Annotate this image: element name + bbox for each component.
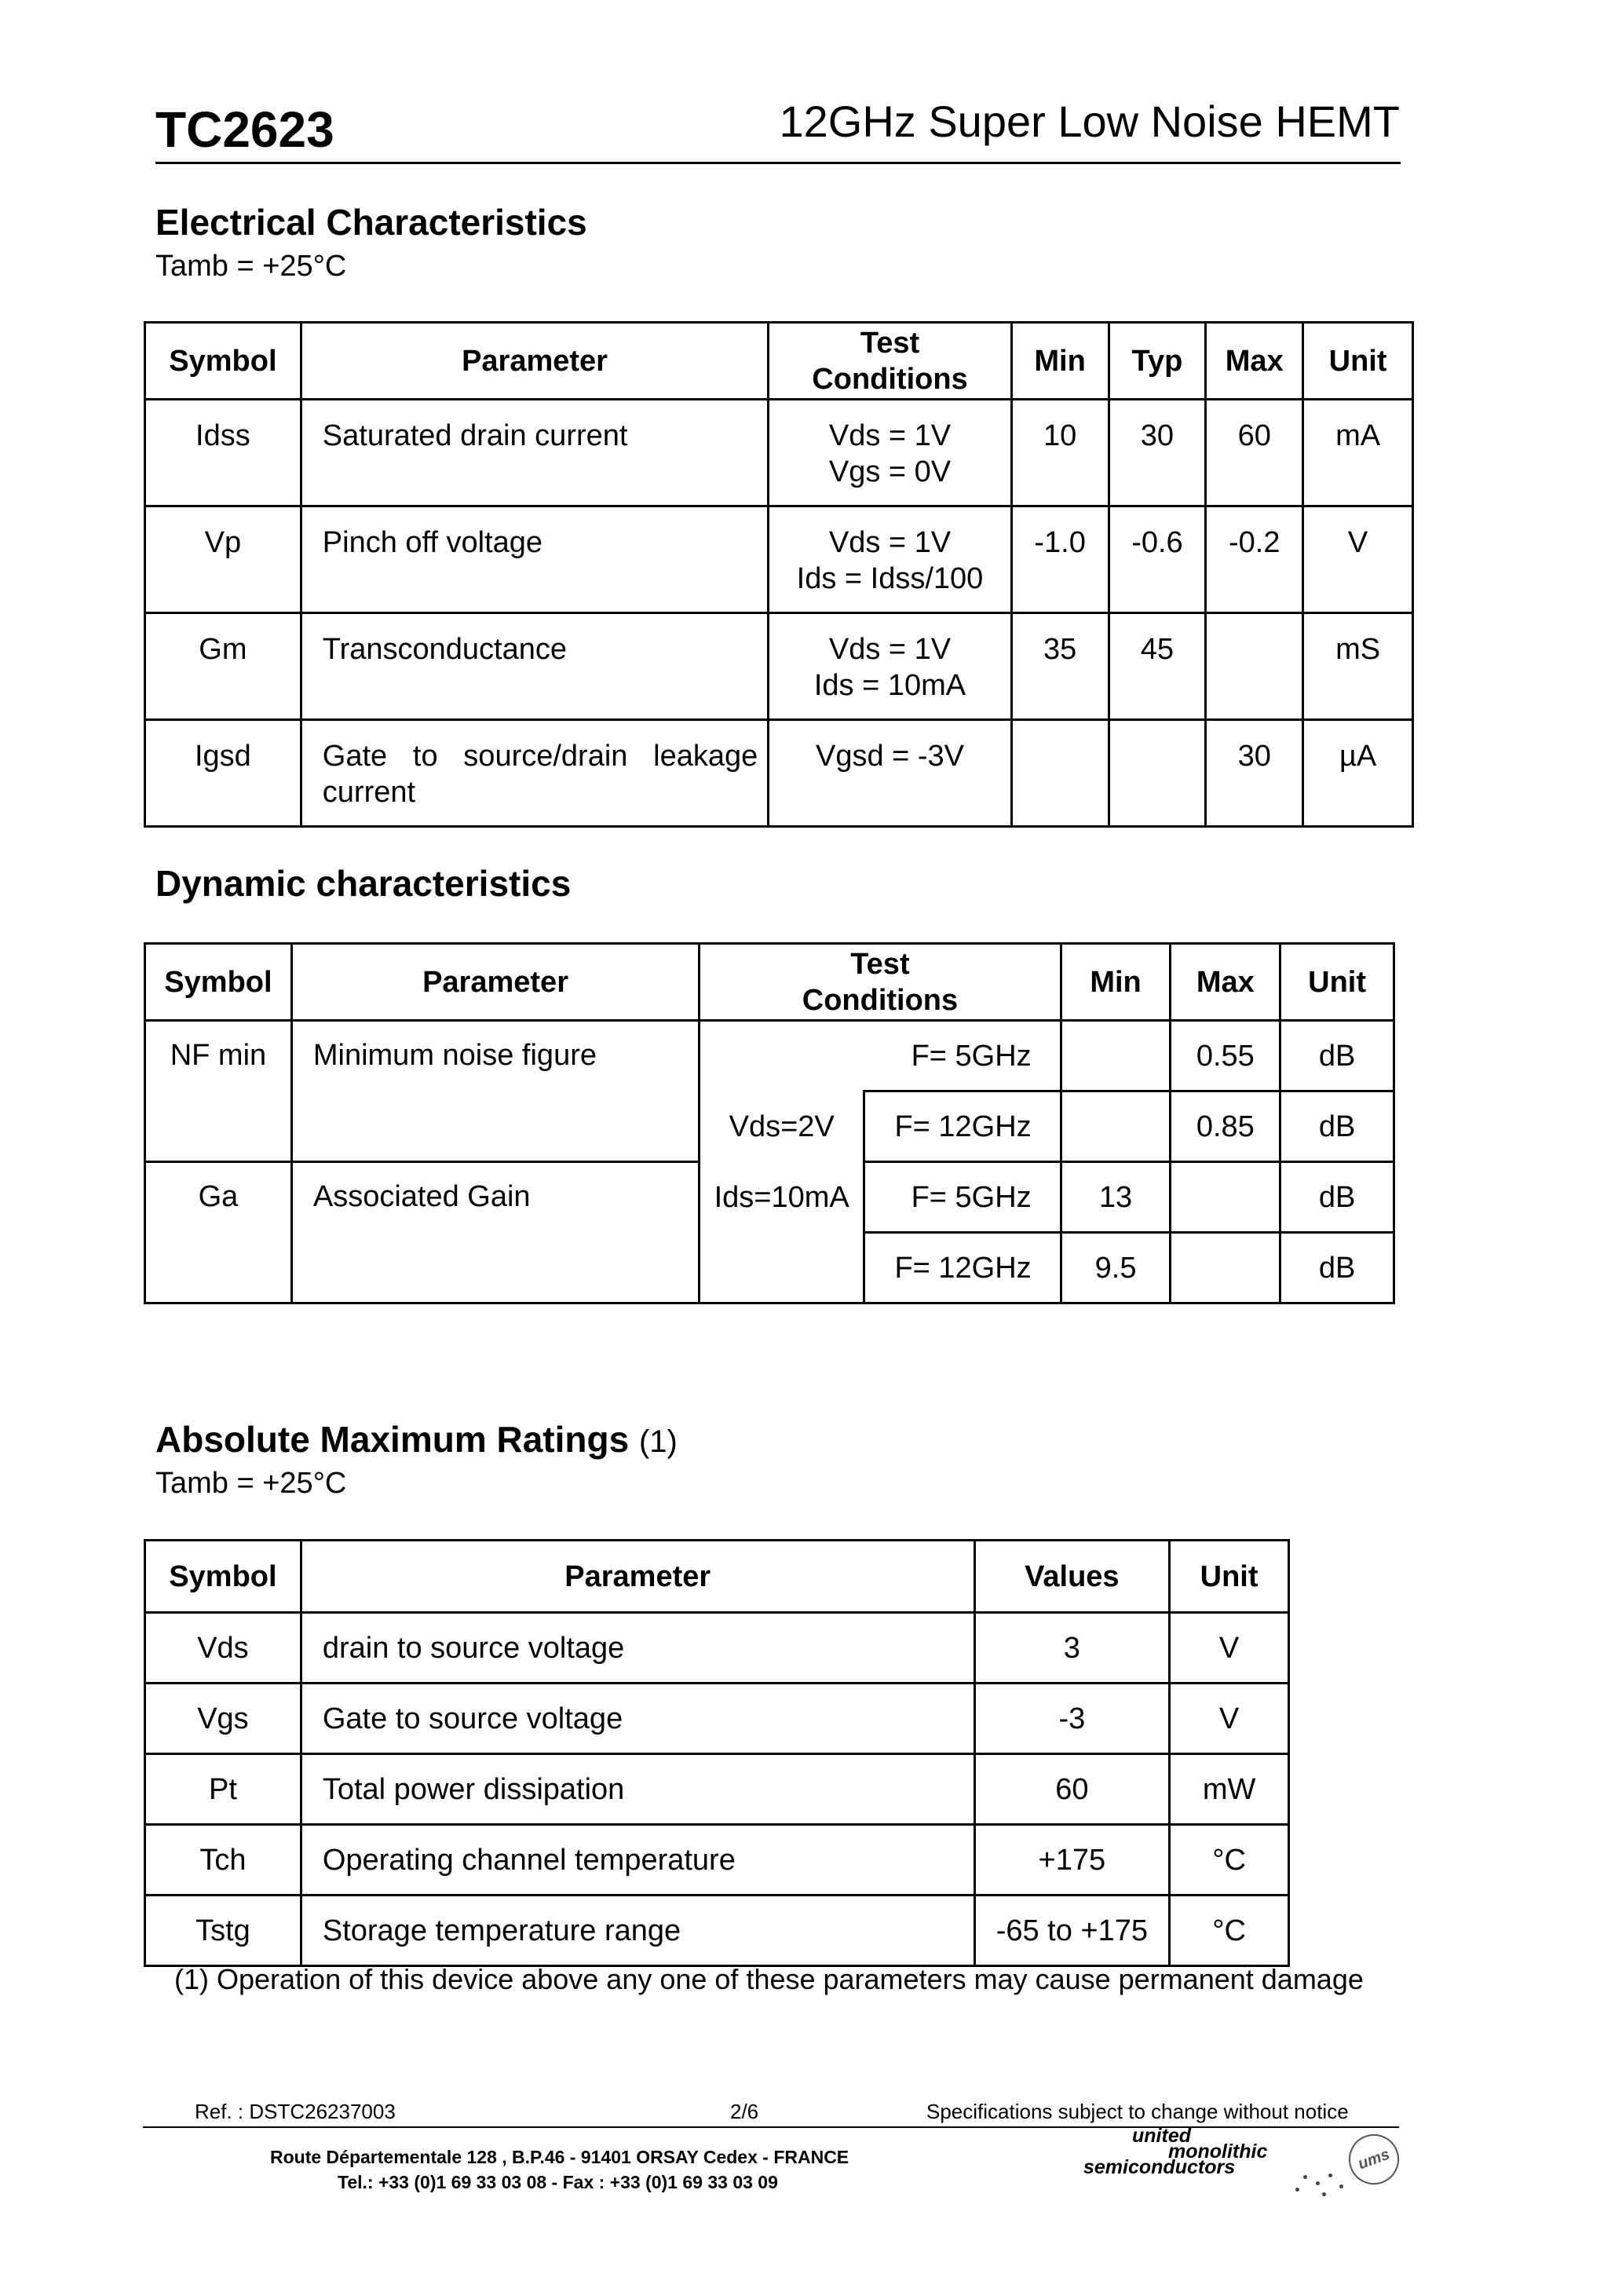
logo-line-semiconductors: semiconductors	[1083, 2156, 1236, 2178]
cell-unit: V	[1303, 506, 1413, 613]
footer-phone: Tel.: +33 (0)1 69 33 03 08 - Fax : +33 (0)1 69 33 03 09	[338, 2172, 778, 2192]
cell-unit: mA	[1303, 400, 1413, 506]
logo-dot	[1322, 2192, 1326, 2196]
cell-unit: °C	[1170, 1825, 1289, 1896]
document-title: TC2623	[155, 101, 334, 158]
cell-symbol: Pt	[145, 1754, 301, 1825]
cell-frequency: F= 5GHz	[864, 1021, 1061, 1091]
cell-parameter: Operating channel temperature	[301, 1825, 974, 1896]
cell-unit: dB	[1280, 1021, 1394, 1091]
cell-unit: dB	[1280, 1233, 1394, 1303]
header-symbol: Symbol	[145, 323, 301, 400]
cell-max	[1171, 1162, 1280, 1233]
cell-conditions: Vds = 1V Vgs = 0V	[769, 400, 1011, 506]
company-logo	[1076, 2126, 1405, 2213]
cell-conditions: Vds = 1V Ids = Idss/100	[769, 506, 1011, 613]
cell-parameter: Gate to source voltage	[301, 1684, 974, 1754]
electrical-condition: Tamb = +25°C	[155, 250, 347, 283]
cell-frequency: F= 12GHz	[864, 1091, 1061, 1162]
cell-unit: dB	[1280, 1091, 1394, 1162]
header-unit: Unit	[1170, 1541, 1289, 1613]
cell-frequency: F= 5GHz	[864, 1162, 1061, 1233]
header-min: Min	[1061, 944, 1171, 1021]
table-row	[145, 1684, 1289, 1754]
table-row	[145, 1162, 1394, 1233]
table-row	[145, 400, 1413, 506]
cell-max: -0.2	[1206, 506, 1303, 613]
cell-min	[1011, 720, 1109, 827]
header-max: Max	[1206, 323, 1303, 400]
ratings-section-title: Absolute Maximum Ratings (1)	[155, 1419, 678, 1460]
cell-min: 10	[1011, 400, 1109, 506]
header-parameter: Parameter	[291, 944, 699, 1021]
cell-value: -65 to +175	[974, 1896, 1170, 1966]
cell-value: 60	[974, 1754, 1170, 1825]
footer-reference: Ref. : DSTC26237003	[195, 2100, 396, 2123]
table-row	[145, 1825, 1289, 1896]
footer-notice: Specifications subject to change without notice	[926, 2100, 1349, 2123]
header-divider	[155, 162, 1401, 164]
logo-dot	[1303, 2175, 1307, 2179]
cell-max: 60	[1206, 400, 1303, 506]
cell-parameter: Storage temperature range	[301, 1896, 974, 1966]
cell-parameter: Saturated drain current	[301, 400, 768, 506]
cell-parameter: drain to source voltage	[301, 1613, 974, 1684]
cell-max	[1206, 613, 1303, 720]
table-header-row	[145, 1541, 1289, 1613]
table-header-row	[145, 944, 1394, 1021]
cell-symbol: NF min	[145, 1021, 292, 1162]
dynamic-characteristics-table	[144, 942, 1395, 1304]
logo-badge-icon: ums	[1342, 2127, 1406, 2192]
cell-symbol: Tstg	[145, 1896, 301, 1966]
dynamic-section-title: Dynamic characteristics	[155, 863, 572, 904]
cell-min: 9.5	[1061, 1233, 1171, 1303]
document-subtitle: 12GHz Super Low Noise HEMT	[779, 97, 1400, 146]
cell-max: 0.85	[1171, 1091, 1280, 1162]
cell-unit: mS	[1303, 613, 1413, 720]
cell-typ: -0.6	[1109, 506, 1206, 613]
cell-max	[1171, 1233, 1280, 1303]
cell-min	[1061, 1021, 1171, 1091]
cell-parameter: Total power dissipation	[301, 1754, 974, 1825]
cell-parameter: Gate to source/drain leakage current	[301, 720, 768, 827]
header-symbol: Symbol	[145, 944, 292, 1021]
cell-unit: dB	[1280, 1162, 1394, 1233]
electrical-characteristics-table	[144, 321, 1414, 828]
header-values: Values	[974, 1541, 1170, 1613]
table-row	[145, 720, 1413, 827]
logo-line-monolithic: monolithic	[1168, 2141, 1268, 2163]
cell-bias-blank	[700, 1233, 864, 1303]
cell-parameter: Minimum noise figure	[291, 1021, 699, 1162]
header-unit: Unit	[1303, 323, 1413, 400]
cell-symbol: Gm	[145, 613, 301, 720]
ratings-footnote: (1) Operation of this device above any one of these parameters may cause permanent damage	[174, 1963, 1364, 1995]
table-row	[145, 1021, 1394, 1091]
table-row	[145, 506, 1413, 613]
cell-unit: V	[1170, 1684, 1289, 1754]
cell-parameter: Pinch off voltage	[301, 506, 768, 613]
cell-symbol: Vgs	[145, 1684, 301, 1754]
header-parameter: Parameter	[301, 1541, 974, 1613]
cell-value: -3	[974, 1684, 1170, 1754]
footer-address: Route Départementale 128 , B.P.46 - 91401 ORSAY Cedex - FRANCE	[270, 2147, 849, 2167]
cell-value: 3	[974, 1613, 1170, 1684]
header-test-conditions: Test Conditions	[769, 323, 1011, 400]
cell-bias-blank	[700, 1021, 864, 1091]
header-parameter: Parameter	[301, 323, 768, 400]
header-min: Min	[1011, 323, 1109, 400]
cell-min: -1.0	[1011, 506, 1109, 613]
ratings-condition: Tamb = +25°C	[155, 1467, 347, 1500]
header-unit: Unit	[1280, 944, 1394, 1021]
header-typ: Typ	[1109, 323, 1206, 400]
cell-symbol: Ga	[145, 1162, 292, 1303]
cell-typ	[1109, 720, 1206, 827]
cell-symbol: Vds	[145, 1613, 301, 1684]
logo-dot	[1295, 2188, 1299, 2192]
header-max: Max	[1171, 944, 1280, 1021]
cell-max: 0.55	[1171, 1021, 1280, 1091]
logo-dot	[1328, 2174, 1332, 2177]
cell-symbol: Idss	[145, 400, 301, 506]
cell-conditions: Vds = 1V Ids = 10mA	[769, 613, 1011, 720]
cell-symbol: Vp	[145, 506, 301, 613]
cell-parameter: Associated Gain	[291, 1162, 699, 1303]
table-header-row	[145, 323, 1413, 400]
cell-bias-vds: Vds=2V	[700, 1091, 864, 1162]
table-row	[145, 1613, 1289, 1684]
cell-max: 30	[1206, 720, 1303, 827]
header-test-conditions: Test Conditions	[700, 944, 1061, 1021]
logo-line-united: united	[1132, 2125, 1191, 2147]
cell-parameter: Transconductance	[301, 613, 768, 720]
table-row	[145, 613, 1413, 720]
absolute-maximum-ratings-table	[144, 1539, 1290, 1967]
cell-symbol: Tch	[145, 1825, 301, 1896]
cell-min: 13	[1061, 1162, 1171, 1233]
cell-value: +175	[974, 1825, 1170, 1896]
cell-min: 35	[1011, 613, 1109, 720]
table-row	[145, 1754, 1289, 1825]
footer-page-number: 2/6	[730, 2100, 759, 2123]
cell-unit: mW	[1170, 1754, 1289, 1825]
cell-min	[1061, 1091, 1171, 1162]
cell-typ: 45	[1109, 613, 1206, 720]
cell-frequency: F= 12GHz	[864, 1233, 1061, 1303]
cell-conditions: Vgsd = -3V	[769, 720, 1011, 827]
cell-unit: µA	[1303, 720, 1413, 827]
table-row	[145, 1896, 1289, 1966]
cell-unit: V	[1170, 1613, 1289, 1684]
cell-typ: 30	[1109, 400, 1206, 506]
header-symbol: Symbol	[145, 1541, 301, 1613]
logo-dot	[1339, 2184, 1343, 2188]
electrical-section-title: Electrical Characteristics	[155, 202, 587, 243]
logo-dot	[1316, 2181, 1320, 2185]
cell-unit: °C	[1170, 1896, 1289, 1966]
cell-bias-ids: Ids=10mA	[700, 1162, 864, 1233]
cell-symbol: Igsd	[145, 720, 301, 827]
